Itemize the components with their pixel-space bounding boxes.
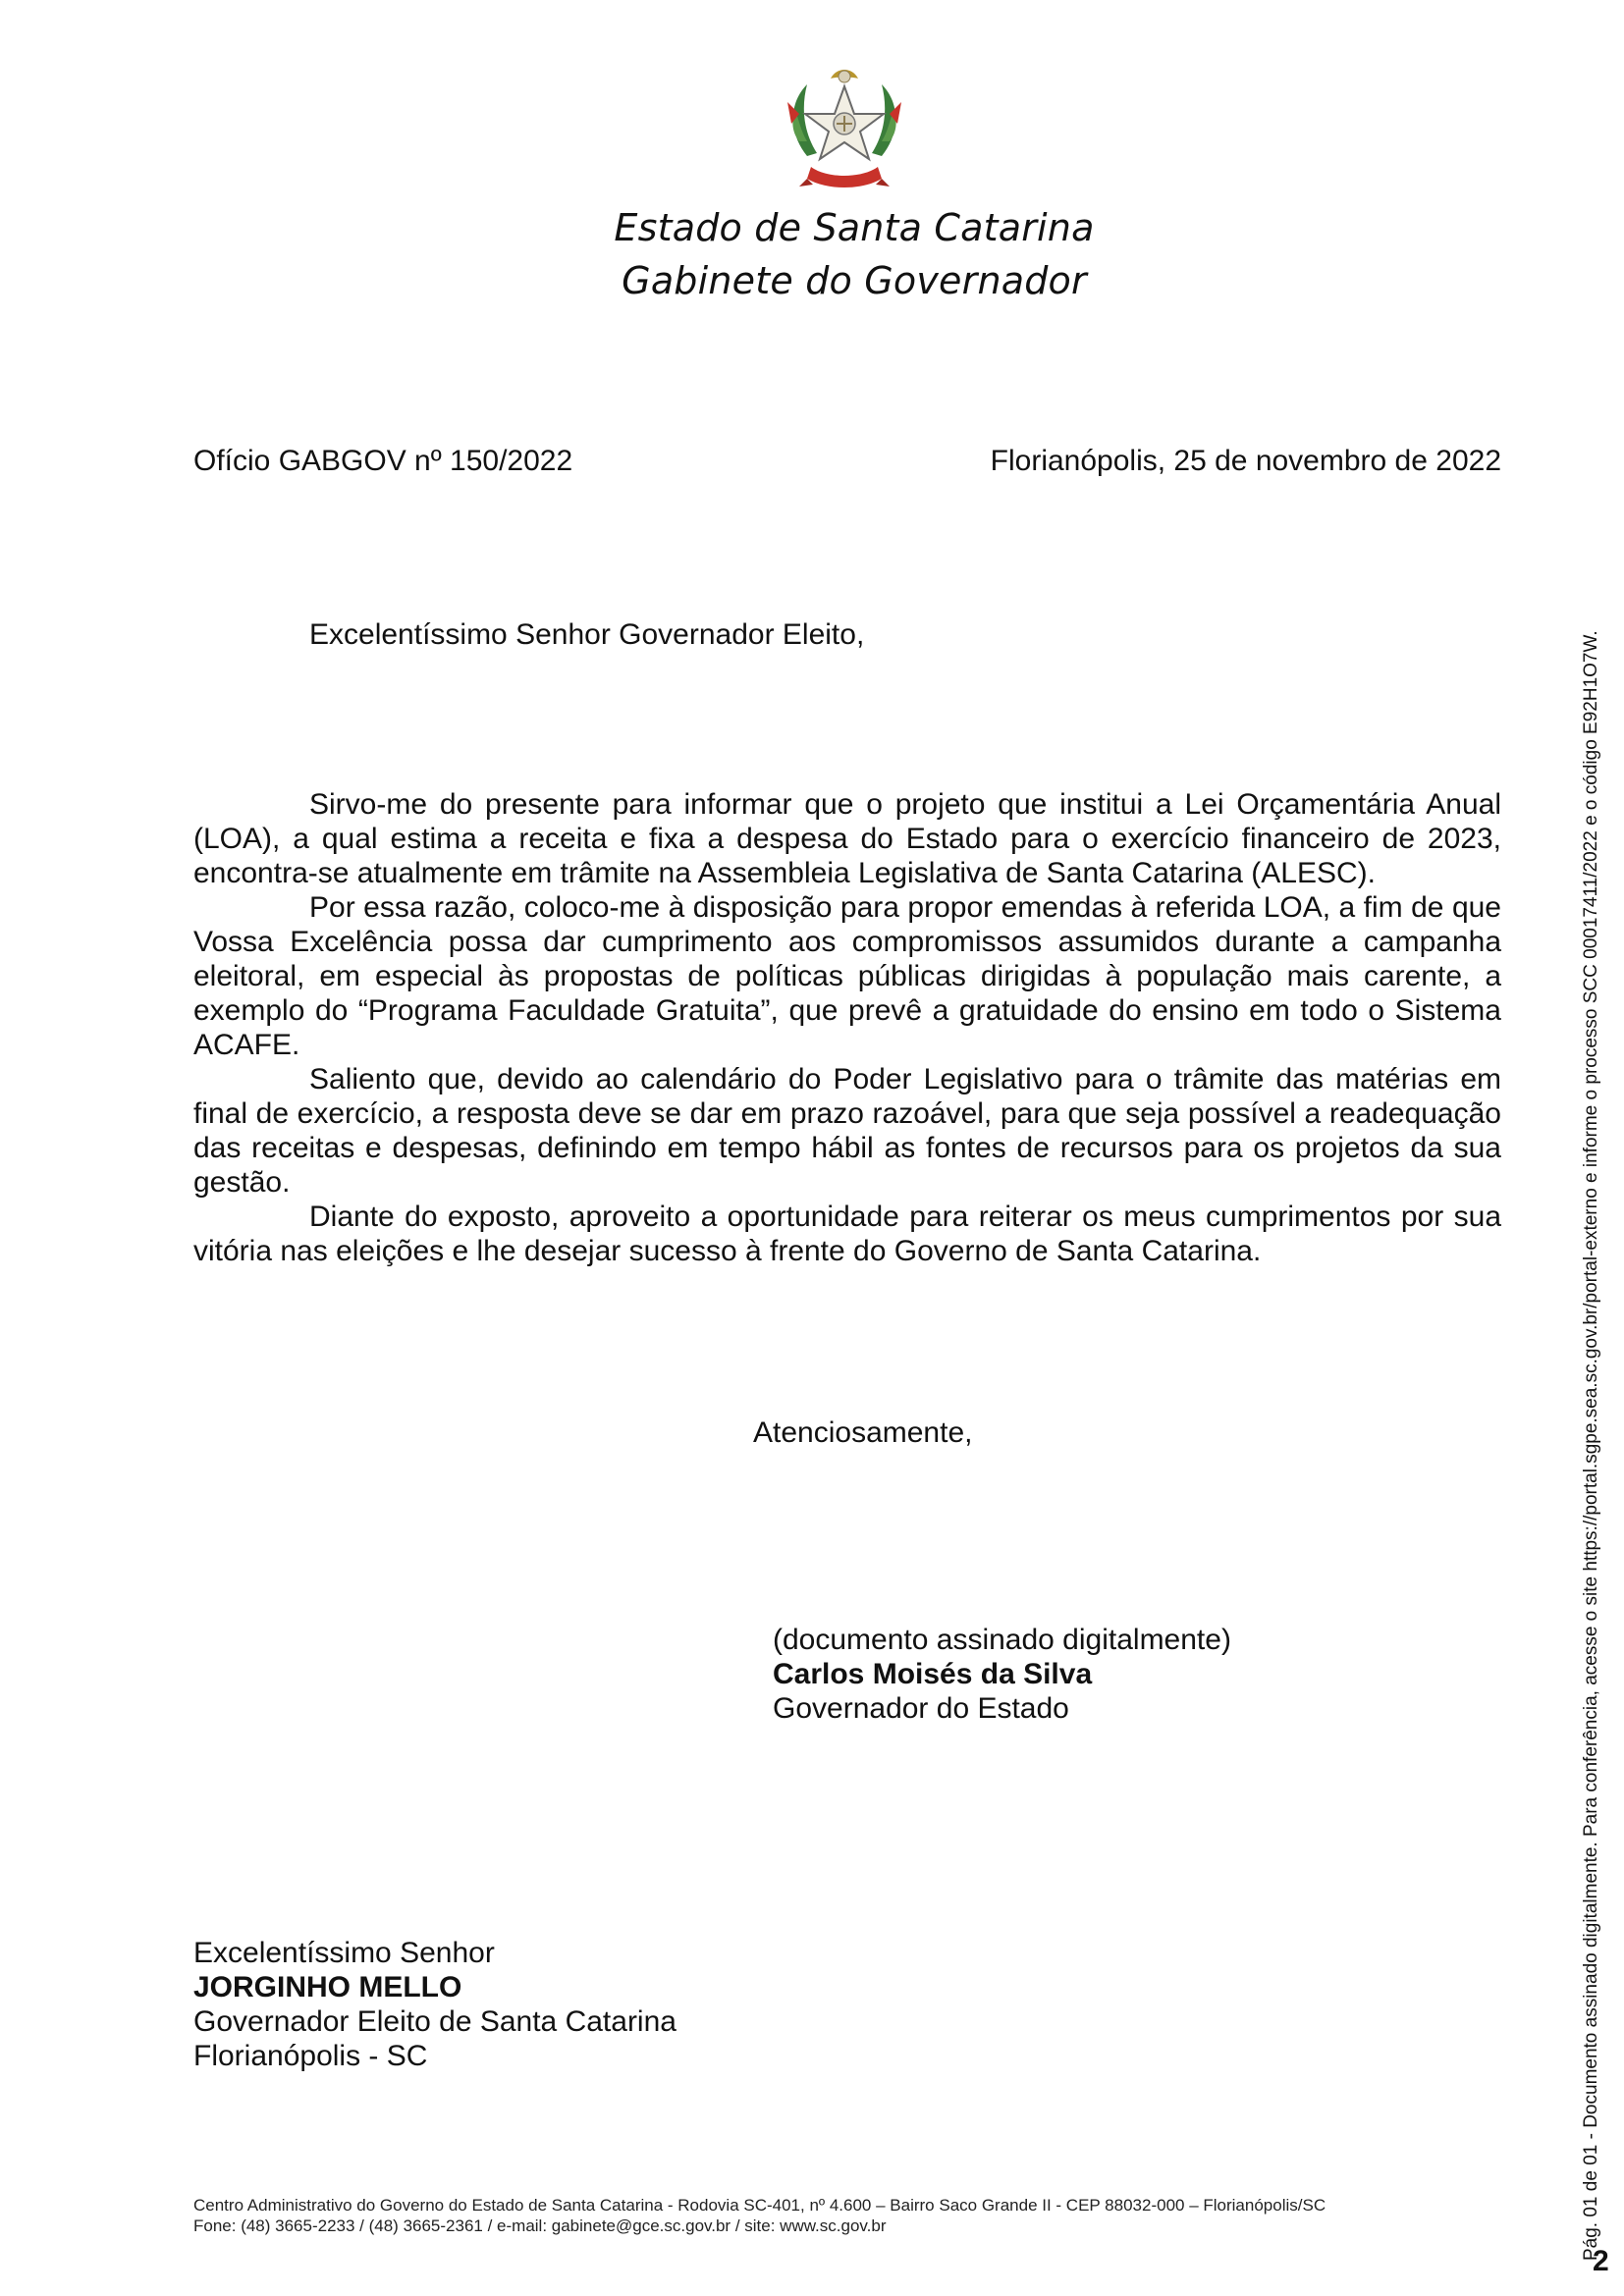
addressee-name: JORGINHO MELLO <box>193 1971 462 2003</box>
body-paragraph: Sirvo-me do presente para informar que o projeto que institui a Lei Orçamentária Anual (LOA), a qual estima a receita e fixa a despesa do Estado para o exercício financeiro de 2023, encontra-se atualmente em trâmite na Assembleia Legislativa de Santa Catarina (ALESC). <box>193 788 1501 889</box>
header-state-name: Estado de Santa Catarina <box>614 206 1095 249</box>
signer-name: Carlos Moisés da Silva <box>773 1658 1093 1690</box>
letter-salutation: Excelentíssimo Senhor Governador Eleito, <box>309 618 865 651</box>
page-number: 2 <box>1593 2245 1609 2277</box>
addressee-position: Governador Eleito de Santa Catarina <box>193 2005 677 2038</box>
coat-of-arms-icon <box>778 63 911 198</box>
addressee-location: Florianópolis - SC <box>193 2040 428 2072</box>
letter-date: Florianópolis, 25 de novembro de 2022 <box>990 445 1501 477</box>
body-paragraph: Por essa razão, coloco-me à disposição para propor emendas à referida LOA, a fim de que Vossa Excelência possa dar cumprimento aos compromissos assumidos durante a campanha eleitoral, em especial às propostas de políticas públicas dirigidas à população mais carente, a exemplo do “Programa Faculdade Gratuita”, que prevê a gratuidade do ensino em todo o Sistema ACAFE. <box>193 891 1501 1061</box>
letter-body <box>193 787 1501 1268</box>
signature-note: (documento assinado digitalmente) <box>773 1624 1231 1656</box>
footer-address: Centro Administrativo do Governo do Estado de Santa Catarina - Rodovia SC-401, nº 4.600 – Bairro Saco Grande II - CEP 88032-000 – Florianópolis/SC <box>193 2196 1326 2215</box>
letter-closing: Atenciosamente, <box>753 1416 973 1449</box>
addressee-honorific: Excelentíssimo Senhor <box>193 1937 495 1969</box>
footer-contact: Fone: (48) 3665-2233 / (48) 3665-2361 / e-mail: gabinete@gce.sc.gov.br / site: www.sc.gov.br <box>193 2216 887 2235</box>
signer-title: Governador do Estado <box>773 1692 1069 1725</box>
signature-block <box>773 1623 1231 1726</box>
body-paragraph: Diante do exposto, aproveito a oportunidade para reiterar os meus cumprimentos por sua vitória nas eleições e lhe desejar sucesso à frente do Governo de Santa Catarina. <box>193 1201 1501 1267</box>
letter-reference: Ofício GABGOV nº 150/2022 <box>193 445 573 477</box>
header-office-name: Gabinete do Governador <box>622 259 1087 302</box>
addressee-block <box>193 1936 677 2073</box>
verification-margin-note: Pág. 01 de 01 - Documento assinado digitalmente. Para conferência, acesse o site https://portal.sgpe.sea.sc.gov.br/portal-externo e informe o processo SCC 00017411/2022 e o código E92H1O7W. <box>1581 630 1601 2261</box>
footer <box>193 2195 1326 2236</box>
body-paragraph: Saliento que, devido ao calendário do Poder Legislativo para o trâmite das matérias em final de exercício, a resposta deve se dar em prazo razoável, para que seja possível a readequação das receitas e despesas, definindo em tempo hábil as fontes de recursos para os projetos da sua gestão. <box>193 1063 1501 1199</box>
